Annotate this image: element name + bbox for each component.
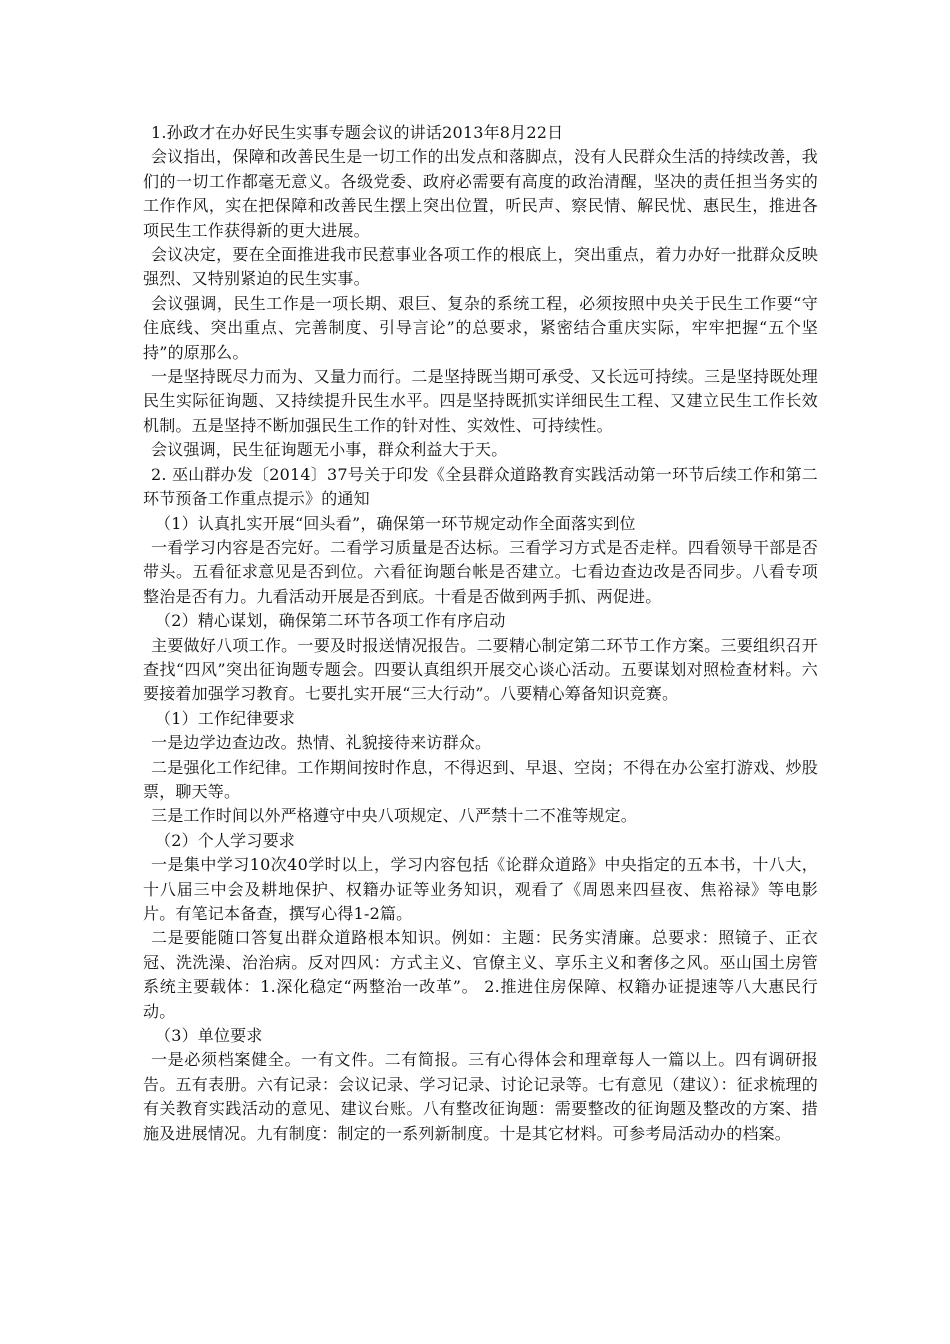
body-paragraph: 会议强调，民生工作是一项长期、艰巨、复杂的系统工程，必须按照中央关于民生工作要“守住底线、突出重点、完善制度、引导言论”的总要求，紧密结合重庆实际，牢牢把握“五个坚持”的原那么。 [143, 293, 818, 362]
body-paragraph: 三是工作时间以外严格遵守中央八项规定、八严禁十二不准等规定。 [151, 806, 638, 826]
body-paragraph: 会议指出，保障和改善民生是一切工作的出发点和落脚点，没有人民群众生活的持续改善，我们的一切工作都毫无意义。各级党委、政府必需要有高度的政治清醒，坚决的责任担当务实的工作作风，实在把保障和改善民生摆上突出位置，听民声、察民情、解民忧、惠民生，推进各项民生工作获得新的更大进展。 [143, 147, 818, 240]
body-paragraph: 一是集中学习10次40学时以上，学习内容包括《论群众道路》中央指定的五本书，十八大，十八届三中会及耕地保护、权籍办证等业务知识，观看了《周恩来四昼夜、焦裕禄》等电影片。有笔记本备查，撰写心得1-2篇。 [143, 855, 818, 923]
body-paragraph: 二是要能随口答复出群众道路根本知识。例如：主题：民务实清廉。总要求：照镜子、正衣冠、洗洗澡、治治病。反对四风：方式主义、官僚主义、享乐主义和奢侈之风。巫山国土房管系统主要载体：1.深化稳定“两整治一改革”。 2.推进住房保障、权籍办证提速等八大惠民行动。 [143, 928, 818, 1021]
body-paragraph: 一是边学边查边改。热情、礼貌接待来访群众。 [151, 733, 492, 753]
body-paragraph: 一是必须档案健全。一有文件。二有简报。三有心得体会和理章每人一篇以上。四有调研报告。五有表册。六有记录：会议记录、学习记录、讨论记录等。七有意见（建议）：征求梳理的有关教育实践活动的意见、建议台账。八有整改征询题：需要整改的征询题及整改的方案、措施及进展情况。九有制度：制定的一系列新制度。十是其它材料。可参考局活动办的档案。 [143, 1050, 818, 1143]
body-paragraph: 会议强调，民生征询题无小事，群众利益大于天。 [151, 440, 508, 460]
body-paragraph: 主要做好八项工作。一要及时报送情况报告。二要精心制定第二环节工作方案。三要组织召开查找“四风”突出征询题专题会。四要认真组织开展交心谈心活动。五要谋划对照检查材料。六要接着加强学习教育。七要扎实开展“三大行动”。八要精心筹备知识竞赛。 [143, 635, 818, 704]
subheading: （1）工作纪律要求 [155, 708, 295, 728]
subheading: （3）单位要求 [155, 1026, 263, 1046]
subheading: （1）认真扎实开展“回头看”，确保第一环节规定动作全面落实到位 [155, 513, 636, 533]
subheading: （2）个人学习要求 [155, 830, 295, 850]
subheading: （2）精心谋划，确保第二环节各项工作有序启动 [155, 611, 506, 631]
body-paragraph: 二是强化工作纪律。工作期间按时作息，不得迟到、早退、空岗；不得在办公室打游戏、炒股票，聊天等。 [143, 757, 818, 801]
section-heading-2: 2. 巫山群办发〔2014〕37号关于印发《全县群众道路教育实践活动第一环节后续工作和第二环节预备工作重点提示》的通知 [143, 464, 818, 509]
body-paragraph: 会议决定，要在全面推进我市民惹事业各项工作的根底上，突出重点，着力办好一批群众反映强烈、又特别紧迫的民生实事。 [143, 245, 818, 289]
body-paragraph: 一是坚持既尽力而为、又量力而行。二是坚持既当期可承受、又长远可持续。三是坚持既处理民生实际征询题、又持续提升民生水平。四是坚持既抓实详细民生工程、又建立民生工作长效机制。五是坚持不断加强民生工作的针对性、实效性、可持续性。 [143, 367, 818, 435]
document-page [143, 121, 818, 1146]
body-paragraph: 一看学习内容是否完好。二看学习质量是否达标。三看学习方式是否走样。四看领导干部是否带头。五看征求意见是否到位。六看征询题台帐是否建立。七看边查边改是否同步。八看专项整治是否有力。九看活动开展是否到底。十看是否做到两手抓、两促进。 [143, 537, 818, 606]
section-heading-1: 1.孙政才在办好民生实事专题会议的讲话2013年8月22日 [151, 123, 564, 142]
